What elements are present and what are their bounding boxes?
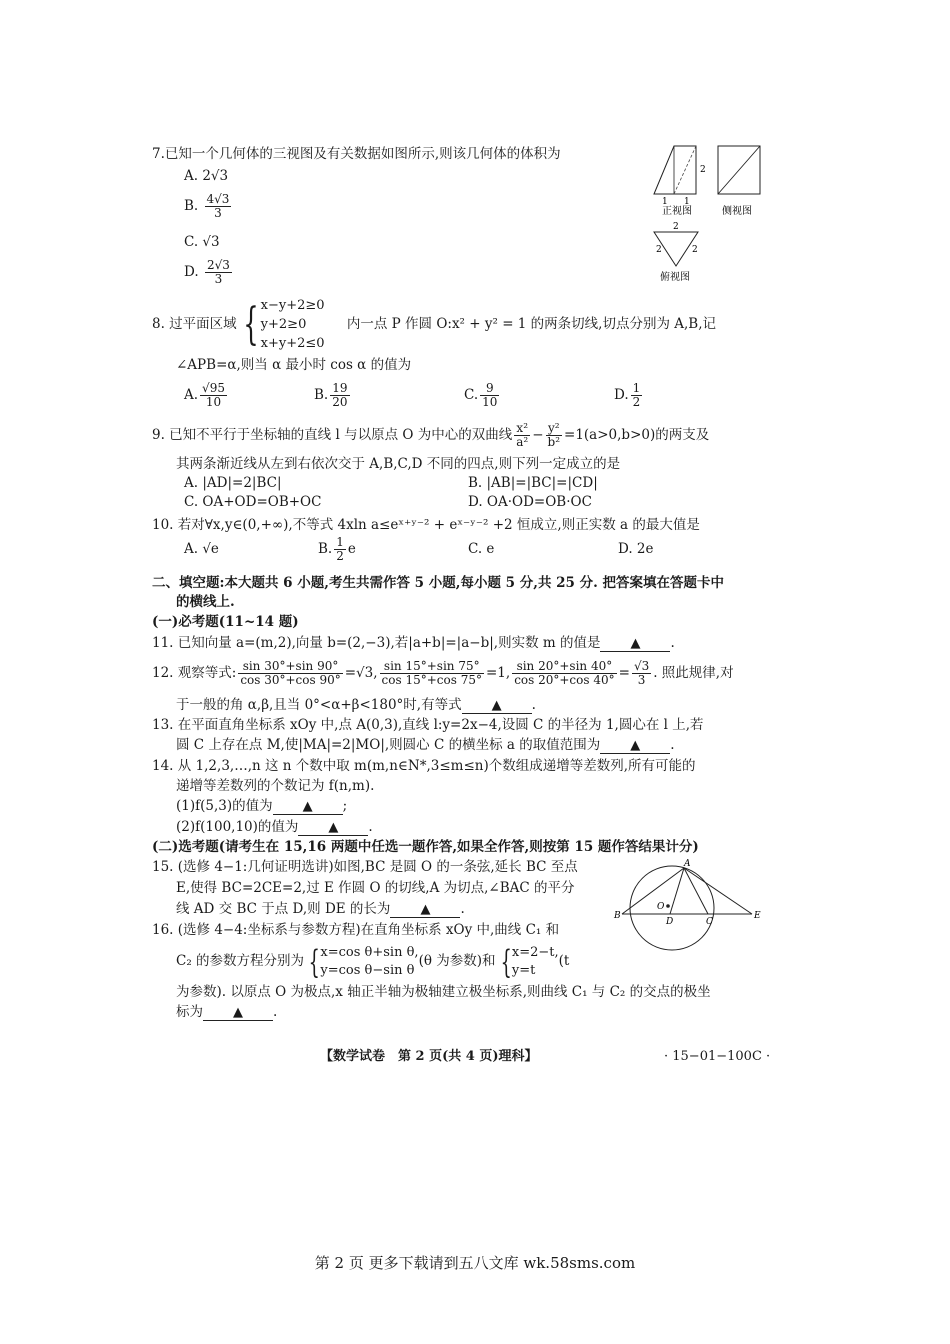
q16-answer-blank: ▲ [203,1005,273,1021]
q9-option-c: C. OA+OD=OB+OC [184,494,322,510]
q7-stem: 7.已知一个几何体的三视图及有关数据如图所示,则该几何体的体积为 [152,146,561,162]
q8-line2: ∠APB=α,则当 α 最小时 cos α 的值为 [176,357,412,373]
q14-part2: (2)f(100,10)的值为 ▲ . [176,819,373,835]
q8-brace: { [242,298,259,350]
q15-line2: E,使得 BC=2CE=2,过 E 作圆 O 的切线,A 为切点,∠BAC 的平分 [176,880,575,896]
q15-line1: 15. (选修 4−1:几何证明选讲)如图,BC 是圆 O 的一条弦,延长 BC 至点 [152,859,578,875]
exam-code: · 15−01−100C · [664,1049,771,1064]
q9-option-a: A. |AD|=2|BC| [184,475,282,491]
q14-answer-blank-1: ▲ [273,799,343,815]
front-width-label-1: 1 [662,197,668,207]
q16-line1: 16. (选修 4−4:坐标系与参数方程)在直角坐标系 xOy 中,曲线 C₁ 和 [152,922,560,938]
front-height-label: 2 [700,165,706,175]
q12-answer-blank: ▲ [462,698,532,714]
label-b: B [614,911,621,921]
front-view-label: 正视图 [662,206,692,217]
q9-option-d: D. OA·OD=OB·OC [468,494,592,510]
q10-option-a: A. √e [184,541,219,557]
q14-part1: (1)f(5,3)的值为 ▲ ; [176,798,348,814]
q16-line2: C₂ 的参数方程分别为 { x=cos θ+sin θ, y=cos θ−sin θ (θ 为参数)和 { x=2−t, y=t (t [176,942,570,981]
section2-sub2: (二)选考题(请考生在 15,16 两题中任选一题作答,如果全作答,则按第 15 题作答结果计分) [152,839,699,855]
tangent-ae [684,868,752,914]
section2-sub1: (一)必考题(11~14 题) [152,614,299,630]
q13-line1: 13. 在平面直角坐标系 xOy 中,点 A(0,3),直线 l:y=2x−4,设圆 C 的半径为 1,圆心在 l 上,若 [152,717,704,733]
top-view-label: 俯视图 [660,272,690,283]
side-view-label: 侧视图 [722,206,752,217]
label-d: D [666,917,674,927]
q15-line3: 线 AD 交 BC 于点 D,则 DE 的长为 ▲ . [176,901,465,917]
label-a: A [684,859,691,869]
q13-answer-blank: ▲ [600,738,670,754]
top-label-1: 2 [673,222,679,232]
q9-line2: 其两条渐近线从左到右依次交于 A,B,C,D 不同的四点,则下列一定成立的是 [176,456,621,472]
label-o: O [657,902,665,912]
q10-option-d: D. 2e [618,541,654,557]
q11-answer-blank: ▲ [600,636,670,652]
q10-option-c: C. e [468,541,495,557]
q8-option-a: A. $\frac{√95}{10}$ [184,381,225,409]
q12-line2: 于一般的角 α,β,且当 0°<α+β<180°时,有等式 ▲ . [176,697,536,713]
section2-heading: 二、填空题:本大题共 6 小题,考生共需作答 5 小题,每小题 5 分,共 25 分. 把答案填在答题卡中 [152,575,725,591]
q11: 11. 已知向量 a=(m,2),向量 b=(2,−3),若|a+b|=|a−b|,则实数 m 的值是 ▲ . [152,635,675,651]
top-label-3: 2 [692,245,698,255]
circle-tangent-figure [612,856,772,956]
section2-heading-line2: 的横线上. [176,594,235,610]
q16-line3: 为参数). 以原点 O 为极点,x 轴正半轴为极轴建立极坐标系,则曲线 C₁ 与 C₂ 的交点的极坐 [176,984,711,1000]
q13-line2: 圆 C 上存在点 M,使|MA|=2|MO|,则圆心 C 的横坐标 a 的取值范围为 ▲ . [176,737,675,753]
q8-option-c: C. $\frac{9}{10}$ [464,381,498,409]
q7-b-frac: $\frac{4√3}{3}$ [206,192,230,220]
q16-line4: 标为 ▲ . [176,1004,278,1020]
top-label-2: 2 [656,245,662,255]
center-point [666,904,670,908]
q8-option-b: B. $\frac{19}{20}$ [314,381,348,409]
side-view [718,146,760,194]
front-view [654,146,696,194]
q14-line1: 14. 从 1,2,3,…,n 这 n 个数中取 m(m,n∈N*,3≤m≤n)个数组成递增等差数列,所有可能的 [152,758,696,774]
q9-stem: 9. 已知不平行于坐标轴的直线 l 与以原点 O 为中心的双曲线 $\frac{\text{x²}}{\text{a²}}$ − $\frac{\text{y²}}{\text{b²}}$ =1(a>0,b>0)的两支及 [152,421,710,449]
front-width-label-2: 1 [684,197,690,207]
exam-page-info: 【数学试卷 第 2 页(共 4 页)理科】 [320,1049,538,1064]
q8-option-d: D. $\frac{1}{2}$ [614,381,641,409]
label-c: C [706,917,713,927]
q15-answer-blank: ▲ [390,902,460,918]
three-view-figure [640,140,770,285]
q12: 12. 观察等式: $\frac{\sin 30^\circ+\sin 90^\circ}{\cos 30^\circ+\cos 90^\circ}$ =√3, $\frac{\sin 15^\circ+\sin 75^\circ}{\cos 15^\circ+\cos 75^\circ}$ =1, $\frac{\sin 20^\circ+\sin 40^\circ}{\cos 20^\circ+\cos 40^\circ}$ = $\frac{√3}{3}$ . 照此规律,对 [152,659,734,687]
q7-option-d: D. $\frac{2√3}{3}$ [184,258,230,286]
segment-ab [622,868,684,914]
q7-option-c: C. √3 [184,234,220,250]
label-e: E [754,911,761,921]
q14-line2: 递增等差数列的个数记为 f(n,m). [176,778,375,794]
q8-stem: 8. 过平面区域 { x−y+2≥0 y+2≥0 x+y+2≤0 内一点 P 作圆 O:x² + y² = 1 的两条切线,切点分别为 A,B,记 [152,298,717,351]
q9-option-b: B. |AB|=|BC|=|CD| [468,475,598,491]
segment-ac [684,868,708,914]
bisector-ad [670,868,684,914]
q8-options [184,382,644,409]
q8-system: x−y+2≥0 y+2≥0 x+y+2≤0 [260,298,325,351]
q14-answer-blank-2: ▲ [298,820,368,836]
q7-d-frac: $\frac{2√3}{3}$ [206,258,230,286]
q7-option-b: B. $\frac{4√3}{3}$ [184,192,230,220]
q10-option-b: B. $\frac{1}{2}$ e [318,535,356,563]
q10-stem: 10. 若对∀x,y∈(0,+∞),不等式 4xln a≤eˣ⁺ʸ⁻² + eˣ⁻ʸ⁻² +2 恒成立,则正实数 a 的最大值是 [152,517,700,533]
q7-option-a: A. 2√3 [184,168,229,184]
document-footer: 第 2 页 更多下载请到五八文库 wk.58sms.com [314,1254,636,1272]
